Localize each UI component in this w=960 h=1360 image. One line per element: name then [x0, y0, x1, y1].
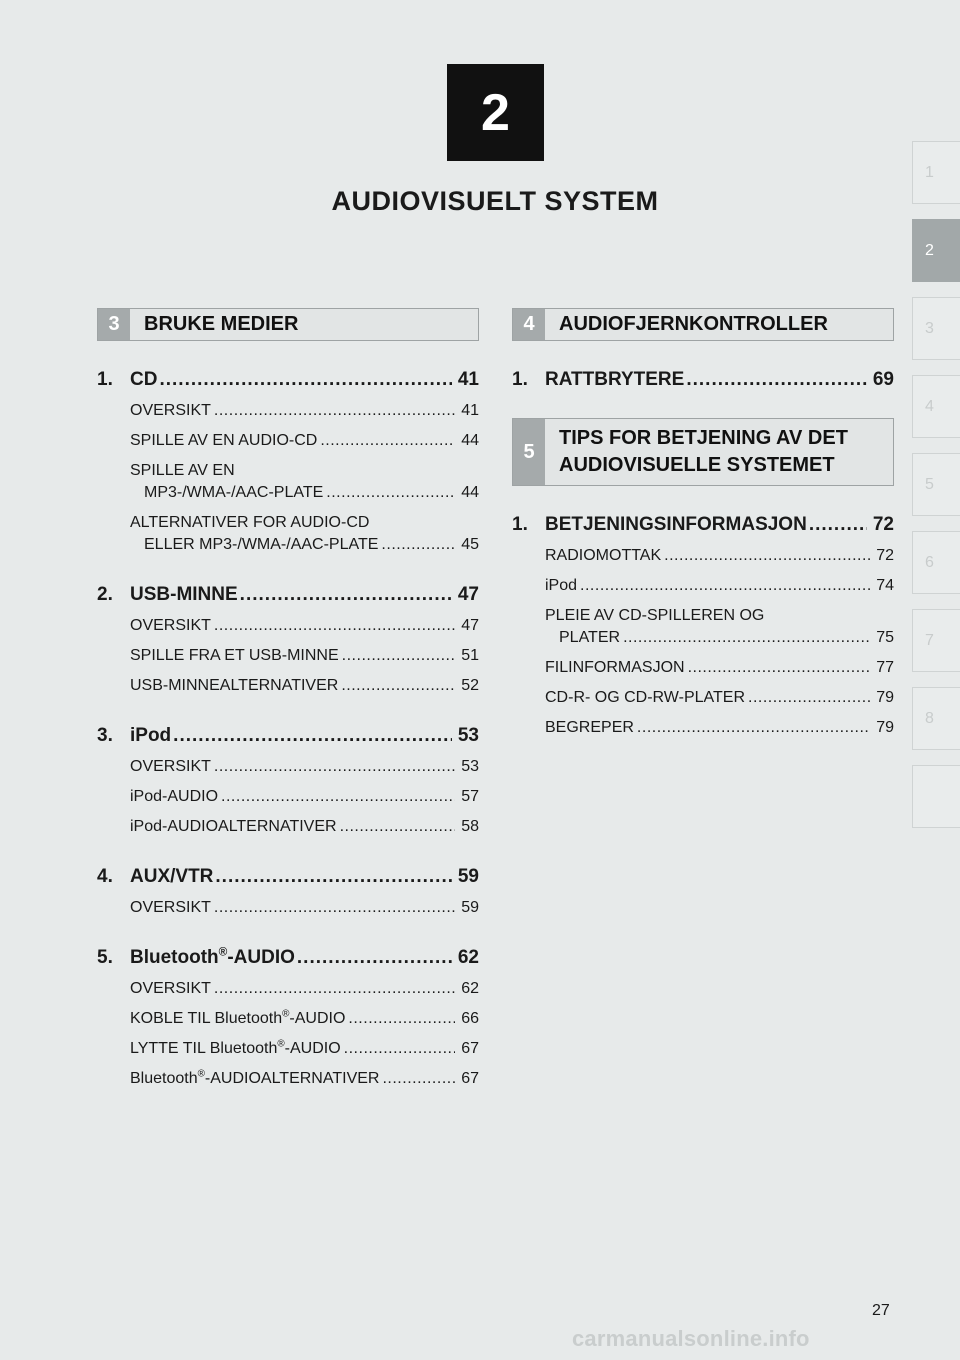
sub-entry-title: CD-R- OG CD-RW-PLATER — [545, 689, 745, 706]
entry-number: 1. — [512, 514, 528, 535]
sub-entry-title-part: -AUDIOALTERNATIVER — [204, 1070, 380, 1087]
sub-entry-page: 79 — [876, 719, 894, 736]
leader-dots — [320, 430, 455, 452]
entry-page: 69 — [872, 369, 894, 390]
section-number: 5 — [513, 419, 545, 485]
sub-entry-page: 66 — [461, 1010, 479, 1027]
toc-entry-rattbrytere[interactable] — [512, 368, 894, 392]
leader-dots — [580, 575, 870, 597]
entry-page: 72 — [872, 514, 894, 535]
leader-dots — [340, 816, 456, 838]
section-title: BRUKE MEDIER — [144, 313, 299, 335]
sub-list-bluetooth — [97, 978, 479, 1090]
section-title-line1: TIPS FOR BETJENING AV DET — [559, 427, 848, 449]
entry-page: 62 — [457, 947, 479, 968]
sub-entry-title — [130, 1038, 341, 1060]
entry-number: 2. — [97, 584, 113, 605]
toc-sub-entry[interactable] — [130, 400, 479, 422]
sub-list-cd — [97, 400, 479, 556]
registered-mark: ® — [197, 1068, 205, 1080]
entry-number: 1. — [97, 369, 113, 390]
toc-sub-entry[interactable] — [130, 756, 479, 778]
section-title-line2: AUDIOVISUELLE SYSTEMET — [559, 454, 835, 476]
sub-entry-title — [130, 1068, 379, 1090]
sub-entry-page: 75 — [876, 629, 894, 646]
toc-sub-entry[interactable] — [545, 605, 894, 649]
toc-sub-entry[interactable] — [130, 512, 479, 556]
entry-number: 5. — [97, 947, 113, 968]
sub-entry-page: 44 — [461, 432, 479, 449]
leader-dots — [297, 946, 452, 970]
watermark: carmanualsonline.info — [572, 1326, 810, 1351]
leader-dots — [809, 513, 867, 537]
sub-entry-page: 59 — [461, 899, 479, 916]
entry-title: BETJENINGSINFORMASJON — [545, 514, 807, 535]
leader-dots — [637, 717, 870, 739]
entry-title — [130, 946, 295, 970]
sub-list-betjening — [512, 545, 894, 739]
toc-sub-entry[interactable] — [545, 657, 894, 679]
side-tab-3[interactable]: 3 — [912, 297, 960, 360]
sub-entry-title: SPILLE AV EN AUDIO-CD — [130, 432, 318, 449]
sub-entry-title: FILINFORMASJON — [545, 659, 685, 676]
leader-dots — [341, 675, 455, 697]
toc-sub-entry[interactable] — [130, 460, 479, 504]
entry-title-part: Bluetooth — [130, 947, 219, 968]
leader-dots — [688, 657, 871, 679]
leader-dots — [214, 978, 455, 1000]
sub-entry-title: iPod-AUDIOALTERNATIVER — [130, 818, 337, 835]
sub-entry-title: USB-MINNEALTERNATIVER — [130, 677, 339, 694]
sub-entry-page: 67 — [461, 1070, 479, 1087]
entry-title: CD — [130, 369, 158, 390]
leader-dots — [381, 534, 455, 556]
leader-dots — [342, 645, 456, 667]
entry-title: RATTBRYTERE — [545, 369, 685, 390]
toc-sub-entry[interactable] — [130, 1038, 479, 1060]
leader-dots — [215, 865, 451, 889]
sub-entry-page: 53 — [461, 758, 479, 775]
section-number: 3 — [98, 309, 130, 340]
sub-entry-title: OVERSIKT — [130, 402, 211, 419]
registered-mark: ® — [277, 1038, 285, 1050]
leader-dots — [159, 368, 451, 392]
sub-entry-title: BEGREPER — [545, 719, 634, 736]
entry-page: 53 — [457, 725, 479, 746]
sub-list-aux — [97, 897, 479, 919]
sub-entry-title-line2: MP3-/WMA-/AAC-PLATE — [144, 484, 324, 501]
side-tab-blank[interactable] — [912, 765, 960, 828]
side-tab-7[interactable]: 7 — [912, 609, 960, 672]
sub-entry-title: RADIOMOTTAK — [545, 547, 662, 564]
toc-sub-entry[interactable] — [130, 786, 479, 808]
leader-dots — [221, 786, 455, 808]
leader-dots — [214, 400, 455, 422]
chapter-side-tabs — [912, 141, 960, 843]
sub-entry-title: OVERSIKT — [130, 617, 211, 634]
toc-sub-entry[interactable] — [545, 545, 894, 567]
sub-entry-page: 62 — [461, 980, 479, 997]
entry-page: 47 — [457, 584, 479, 605]
section-title — [545, 419, 858, 485]
sub-entry-page: 44 — [461, 484, 479, 501]
leader-dots — [214, 615, 455, 637]
toc-sub-entry[interactable] — [130, 645, 479, 667]
side-tab-6[interactable]: 6 — [912, 531, 960, 594]
entry-title: AUX/VTR — [130, 866, 214, 887]
leader-dots — [348, 1008, 455, 1030]
entry-page: 59 — [457, 866, 479, 887]
toc-sub-entry[interactable] — [130, 816, 479, 838]
sub-entry-title-part: LYTTE TIL Bluetooth — [130, 1040, 278, 1057]
leader-dots — [664, 545, 870, 567]
sub-entry-page: 67 — [461, 1040, 479, 1057]
toc-sub-entry[interactable] — [130, 430, 479, 452]
toc-column-left — [97, 308, 479, 1098]
section-header-4 — [512, 308, 894, 341]
entry-page: 41 — [457, 369, 479, 390]
leader-dots — [214, 897, 455, 919]
sub-entry-page: 57 — [461, 788, 479, 805]
sub-entry-title: SPILLE FRA ET USB-MINNE — [130, 647, 339, 664]
toc-sub-entry[interactable] — [130, 615, 479, 637]
sub-list-ipod — [97, 756, 479, 838]
entry-title-part: -AUDIO — [227, 947, 295, 968]
chapter-title: AUDIOVISUELT SYSTEM — [331, 186, 659, 216]
sub-entry-title: OVERSIKT — [130, 758, 211, 775]
toc-entry-bluetooth[interactable] — [97, 946, 479, 970]
sub-entry-page: 45 — [461, 536, 479, 553]
leader-dots — [326, 482, 455, 504]
sub-entry-title — [130, 1008, 345, 1030]
toc-sub-entry[interactable] — [130, 675, 479, 697]
sub-entry-page: 58 — [461, 818, 479, 835]
chapter-number-box — [447, 64, 544, 161]
toc-sub-entry[interactable] — [545, 575, 894, 597]
sub-entry-title-part: KOBLE TIL Bluetooth — [130, 1010, 283, 1027]
side-tab-5[interactable]: 5 — [912, 453, 960, 516]
entry-title: USB-MINNE — [130, 584, 238, 605]
side-tab-4[interactable]: 4 — [912, 375, 960, 438]
toc-sub-entry[interactable] — [130, 897, 479, 919]
leader-dots — [214, 756, 455, 778]
leader-dots — [623, 627, 870, 649]
sub-entry-page: 72 — [876, 547, 894, 564]
page-number: 27 — [872, 1302, 890, 1319]
section-header-3 — [97, 308, 479, 341]
sub-entry-title: iPod-AUDIO — [130, 788, 219, 805]
leader-dots — [173, 724, 452, 748]
sub-entry-title: OVERSIKT — [130, 899, 211, 916]
sub-entry-title-line1: ALTERNATIVER FOR AUDIO-CD — [130, 514, 370, 531]
entry-title: iPod — [130, 725, 172, 746]
registered-mark: ® — [218, 945, 228, 959]
leader-dots — [240, 583, 452, 607]
sub-entry-title-part: -AUDIO — [289, 1010, 346, 1027]
entry-number: 4. — [97, 866, 113, 887]
entry-number: 1. — [512, 369, 528, 390]
sub-entry-title-part: Bluetooth — [130, 1070, 198, 1087]
leader-dots — [686, 368, 867, 392]
toc-entry-usb[interactable] — [97, 583, 479, 607]
toc-entry-cd[interactable] — [97, 368, 479, 392]
section-header-5 — [512, 418, 894, 486]
toc-sub-entry[interactable] — [545, 717, 894, 739]
sub-entry-title-line1: SPILLE AV EN — [130, 462, 235, 479]
toc-entry-aux[interactable] — [97, 865, 479, 889]
sub-entry-title: iPod — [545, 577, 578, 594]
sub-entry-title-line2: ELLER MP3-/WMA-/AAC-PLATE — [144, 536, 379, 553]
sub-entry-title-line2: PLATER — [559, 629, 621, 646]
sub-entry-title-line1: PLEIE AV CD-SPILLEREN OG — [545, 607, 765, 624]
sub-entry-page: 77 — [876, 659, 894, 676]
section-title: AUDIOFJERNKONTROLLER — [559, 313, 828, 335]
side-tab-1[interactable]: 1 — [912, 141, 960, 204]
section-number: 4 — [513, 309, 545, 340]
sub-entry-page: 79 — [876, 689, 894, 706]
sub-entry-page: 41 — [461, 402, 479, 419]
toc-column-right — [512, 308, 894, 747]
sub-entry-title-part: -AUDIO — [284, 1040, 341, 1057]
chapter-number: 2 — [481, 83, 510, 142]
sub-entry-title: OVERSIKT — [130, 980, 211, 997]
registered-mark: ® — [282, 1008, 290, 1020]
side-tab-2[interactable]: 2 — [912, 219, 960, 282]
leader-dots — [344, 1038, 456, 1060]
side-tab-8[interactable]: 8 — [912, 687, 960, 750]
toc-entry-ipod[interactable] — [97, 724, 479, 748]
toc-entry-betjeningsinformasjon[interactable] — [512, 513, 894, 537]
sub-entry-page: 74 — [876, 577, 894, 594]
sub-entry-page: 51 — [461, 647, 479, 664]
toc-sub-entry[interactable] — [130, 1008, 479, 1030]
sub-list-usb — [97, 615, 479, 697]
toc-sub-entry[interactable] — [130, 978, 479, 1000]
sub-entry-page: 52 — [461, 677, 479, 694]
sub-entry-page: 47 — [461, 617, 479, 634]
entry-number: 3. — [97, 725, 113, 746]
toc-sub-entry[interactable] — [545, 687, 894, 709]
toc-sub-entry[interactable] — [130, 1068, 479, 1090]
leader-dots — [382, 1068, 455, 1090]
leader-dots — [748, 687, 870, 709]
